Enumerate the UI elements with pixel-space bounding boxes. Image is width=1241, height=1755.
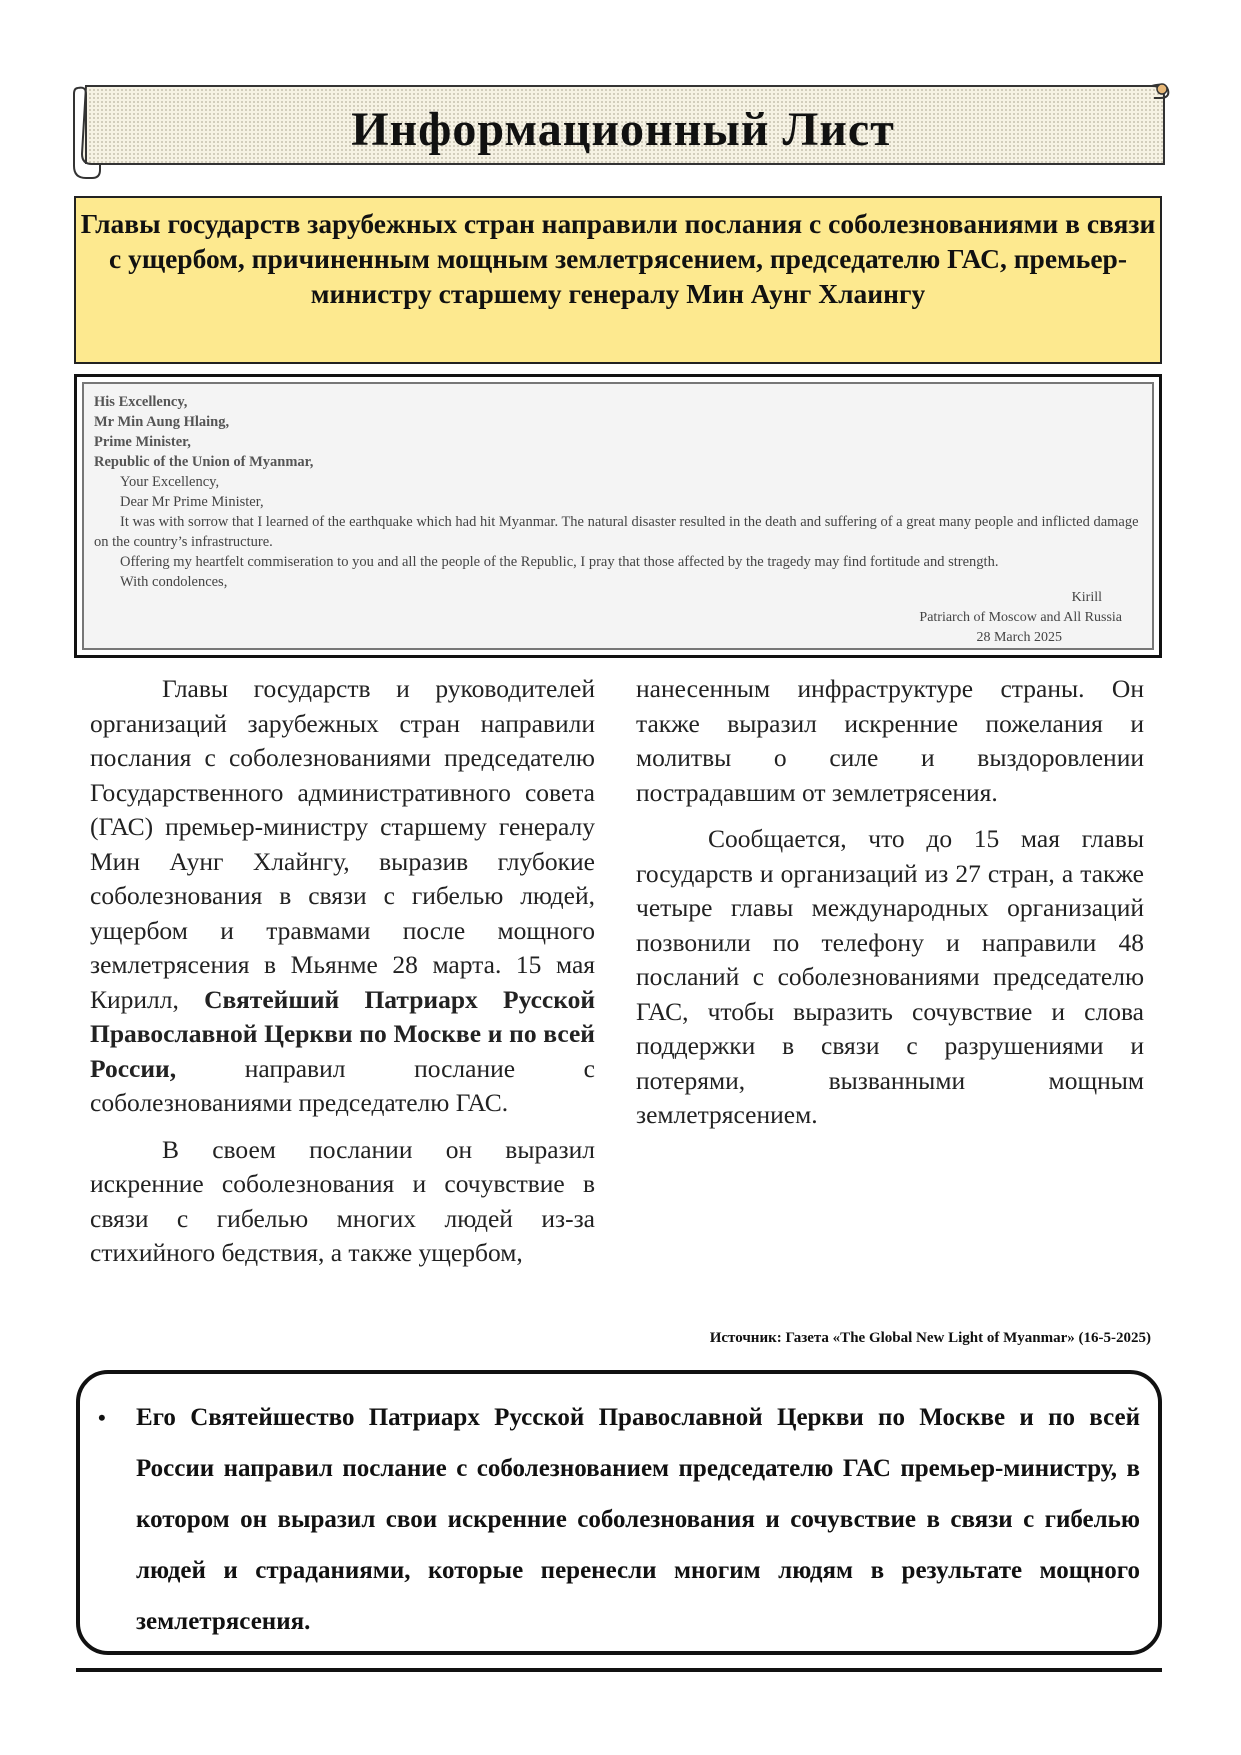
letter-greeting: Your Excellency, bbox=[120, 474, 220, 490]
article-column-right bbox=[636, 672, 1144, 1145]
summary-text: Его Святейшество Патриарх Русской Православной Церкви по Москве и по всей России направил послание с соболезнованием председателю ГАС премьер-министру, в котором он выразил свои искренние соболезнования и сочувствие в связи с гибелью людей и страданиями, которые перенесли многим людям в результате мощного землетрясения. bbox=[136, 1404, 1140, 1635]
summary-item bbox=[98, 1392, 1140, 1647]
paragraph-text: направил послание с соболезнованиями председателю ГАС. bbox=[90, 1053, 595, 1117]
summary-list bbox=[98, 1392, 1140, 1647]
page-title: Информационный Лист bbox=[351, 103, 895, 156]
article-paragraph: В своем послании он выразил искренние соболезнования и сочувствие в связи с гибелью многих людей из-за стихийного бедствия, а также ущербом, bbox=[90, 1134, 595, 1267]
summary-box bbox=[76, 1370, 1162, 1655]
article-paragraph bbox=[90, 672, 595, 1121]
letter-address-line: Prime Minister, bbox=[94, 434, 191, 450]
signature-name: Kirill bbox=[1071, 590, 1102, 605]
signature-date: 28 March 2025 bbox=[976, 630, 1062, 645]
headline-box: Главы государств зарубежных стран направили послания с соболезнованиями в связи с ущербом, причиненным мощным землетрясением, председателю ГАС, премьер-министру старшему генералу Мин Аунг Хлаингу bbox=[74, 196, 1162, 364]
bottom-divider bbox=[76, 1668, 1162, 1672]
letter-body: It was with sorrow that I learned of the earthquake which had hit Myanmar. The natural disaster resulted in the death and suffering of a great many people and inflicted damage on the country’s infrastructure. bbox=[94, 514, 1139, 550]
source-citation: Источник: Газета «The Global New Light of Myanmar» (16-5-2025) bbox=[709, 1330, 1151, 1346]
article-column-left bbox=[90, 672, 595, 1283]
article-paragraph-continued: нанесенным инфраструктуре страны. Он также выразил искренние пожелания и молитвы о силе и выздоровлении пострадавшим от землетрясения. bbox=[636, 674, 1144, 807]
letter-body: Offering my heartfelt commiseration to you and all the people of the Republic, I pray that those affected by the tragedy may find fortitude and strength. bbox=[120, 554, 999, 570]
letter-closing: With condolences, bbox=[120, 574, 228, 590]
article-paragraph: Сообщается, что до 15 мая главы государств и организаций из 27 стран, а также четыре главы международных организаций позвонили по телефону и направили 48 посланий с соболезнованиями председателю ГАС, чтобы выразить сочувствие и слова поддержки в связи с разрушениями и потерями, вызванными мощным землетрясением. bbox=[636, 824, 1144, 1129]
letter-address-line: His Excellency, bbox=[94, 394, 188, 410]
condolence-letter bbox=[82, 382, 1154, 650]
letter-image-frame bbox=[74, 374, 1162, 658]
signature-title: Patriarch of Moscow and All Russia bbox=[919, 610, 1122, 625]
patriarch-title-bold: Святейший Патриарх Русской Православной Церкви по Москве и по всей России, bbox=[90, 984, 596, 1083]
letter-address-line: Republic of the Union of Myanmar, bbox=[94, 454, 314, 470]
paragraph-text: Главы государств и руководителей организаций зарубежных стран направили послания с соболезнованиями председателю Государственного административного совета (ГАС) премьер-министру старшему генералу Мин Аунг Хлайнгу, выразив глубокие соболезнования в связи с гибелью людей, ущербом и травмами после мощного землетрясения в Мьянме 28 марта. 15 мая Кирилл, bbox=[90, 674, 595, 1014]
bullet-icon: • bbox=[98, 1405, 106, 1430]
letter-greeting: Dear Mr Prime Minister, bbox=[120, 494, 264, 510]
letter-address-line: Mr Min Aung Hlaing, bbox=[94, 414, 230, 430]
title-banner bbox=[72, 80, 1174, 184]
